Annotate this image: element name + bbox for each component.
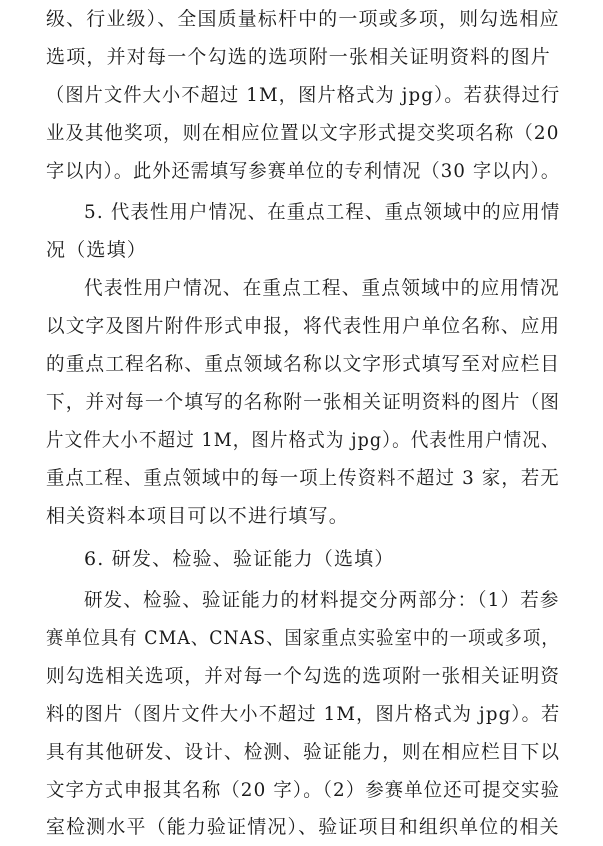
- text-line: 的重点工程名称、重点领域名称以文字形式填写至对应栏目: [46, 353, 561, 375]
- text-line: 相关资料本项目可以不进行填写。: [46, 505, 350, 527]
- text-line: 赛单位具有 CMA、CNAS、国家重点实验室中的一项或多项，: [46, 627, 560, 649]
- text-line: 业及其他奖项，则在相应位置以文字形式提交奖项名称（20: [46, 122, 560, 144]
- text-line: 文字方式申报其名称（20 字）。（2）参赛单位还可提交实验: [46, 779, 561, 801]
- text-line: 下，并对每一个填写的名称附一张相关证明资料的图片（图: [46, 391, 561, 413]
- text-line: 室检测水平（能力验证情况）、验证项目和组织单位的相关: [46, 816, 560, 838]
- section-heading: 5. 代表性用户情况、在重点工程、重点领域中的应用情: [84, 201, 561, 223]
- text-line: 以文字及图片附件形式申报，将代表性用户单位名称、应用: [46, 315, 561, 337]
- text-line: （图片文件大小不超过 1M，图片格式为 jpg）。若获得过行: [46, 84, 561, 106]
- text-line: 具有其他研发、设计、检测、验证能力，则在相应栏目下以: [46, 741, 561, 763]
- text-line: 重点工程、重点领域中的每一项上传资料不超过 3 家，若无: [46, 467, 560, 489]
- text-line: 代表性用户情况、在重点工程、重点领域中的应用情况: [84, 277, 560, 299]
- text-line: 则勾选相关选项，并对每一个勾选的选项附一张相关证明资: [46, 665, 561, 687]
- text-line: 选项，并对每一个勾选的选项附一张相关证明资料的图片: [46, 46, 552, 68]
- section-heading: 6. 研发、检验、验证能力（选填）: [84, 548, 395, 570]
- text-line: 级、行业级）、全国质量标杆中的一项或多项，则勾选相应: [46, 8, 560, 30]
- section-heading-continued: 况（选填）: [46, 239, 148, 261]
- text-line: 片文件大小不超过 1M，图片格式为 jpg）。代表性用户情况、: [46, 429, 560, 451]
- text-line: 字以内）。此外还需填写参赛单位的专利情况（30 字以内）。: [46, 160, 561, 182]
- text-line: 研发、检验、验证能力的材料提交分两部分：（1）若参: [84, 589, 560, 611]
- text-line: 料的图片（图片文件大小不超过 1M，图片格式为 jpg）。若: [46, 703, 561, 725]
